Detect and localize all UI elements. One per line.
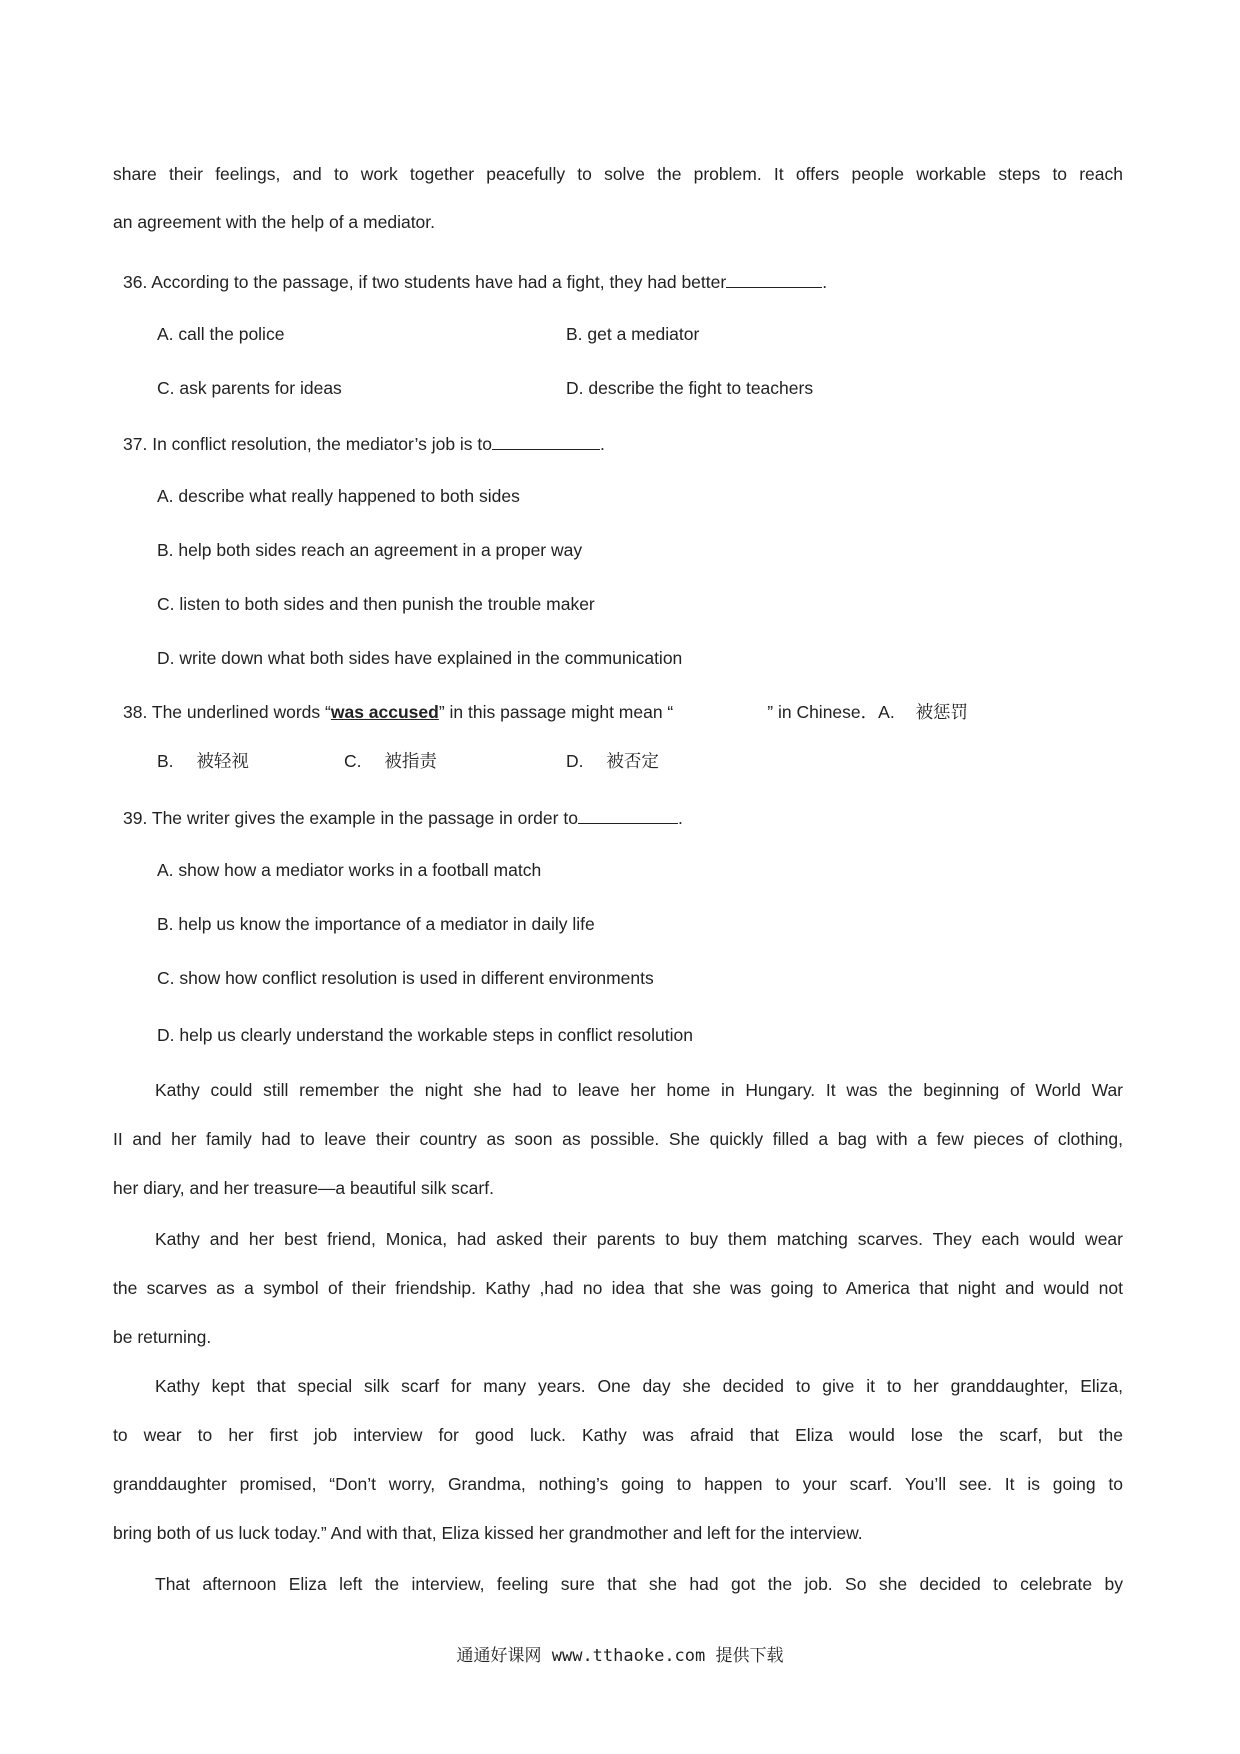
- story-line: That afternoon Eliza left the interview, feeling sure that she had got the job. So she decided to celebrate by: [155, 1574, 1123, 1594]
- question-stem: The writer gives the example in the passage in order to: [151, 808, 578, 828]
- story-line: II and her family had to leave their country as soon as possible. She quickly filled a bag with a few pieces of clothing,: [113, 1129, 1123, 1149]
- answer-blank: [492, 431, 600, 450]
- option-a: A. show how a mediator works in a football match: [157, 860, 542, 880]
- story-line: Kathy kept that special silk scarf for many years. One day she decided to give it to her granddaughter, Eliza,: [155, 1376, 1123, 1396]
- option-b: B. get a mediator: [566, 324, 700, 344]
- story-line: Kathy and her best friend, Monica, had asked their parents to buy them matching scarves. They each would wear: [155, 1229, 1123, 1249]
- question-stem: According to the passage, if two students have had a fight, they had better: [151, 272, 727, 292]
- option-c: C. listen to both sides and then punish the trouble maker: [157, 594, 595, 614]
- question-37: [123, 431, 605, 455]
- option-a: A. describe what really happened to both sides: [157, 486, 520, 506]
- passage-line: share their feelings, and to work together peacefully to solve the problem. It offers people workable steps to reach: [113, 164, 1123, 184]
- question-number: 39.: [123, 808, 148, 828]
- question-39: [123, 805, 683, 829]
- answer-blank: [726, 269, 822, 288]
- story-line: be returning.: [113, 1327, 212, 1347]
- story-line: to wear to her first job interview for good luck. Kathy was afraid that Eliza would lose the scarf, but the: [113, 1425, 1123, 1445]
- story-line: bring both of us luck today.” And with that, Eliza kissed her grandmother and left for the interview.: [113, 1523, 863, 1543]
- story-line: the scarves as a symbol of their friendship. Kathy ,had no idea that she was going to America that night and would not: [113, 1278, 1123, 1298]
- story-line: her diary, and her treasure—a beautiful silk scarf.: [113, 1178, 494, 1198]
- option-c: C. 被指责: [344, 751, 437, 771]
- question-stem-end: ” in Chinese．A.: [767, 702, 895, 722]
- page-footer: 通通好课网 www.tthaoke.com 提供下载: [456, 1646, 784, 1666]
- story-line: Kathy could still remember the night she had to leave her home in Hungary. It was the beginning of World War: [155, 1080, 1123, 1100]
- option-d: D. help us clearly understand the workable steps in conflict resolution: [157, 1025, 693, 1045]
- option-d: D. write down what both sides have explained in the communication: [157, 648, 683, 668]
- question-stem-end: .: [677, 808, 683, 828]
- option-b: B. help both sides reach an agreement in a proper way: [157, 540, 583, 560]
- option-b: B. 被轻视: [157, 751, 249, 771]
- question-stem: The underlined words “: [151, 702, 331, 722]
- option-b: B. help us know the importance of a mediator in daily life: [157, 914, 595, 934]
- question-stem-end: .: [600, 434, 605, 454]
- passage-line: an agreement with the help of a mediator.: [113, 212, 436, 232]
- question-stem: ” in this passage might mean “: [438, 702, 674, 722]
- question-stem: In conflict resolution, the mediator’s job is to: [152, 434, 493, 454]
- option-d: D. 被否定: [566, 751, 659, 771]
- underlined-words: was accused: [330, 702, 439, 722]
- question-stem-end: .: [822, 272, 828, 292]
- question-number: 37.: [123, 434, 148, 454]
- option-c: C. ask parents for ideas: [157, 378, 342, 398]
- story-line: granddaughter promised, “Don’t worry, Grandma, nothing’s going to happen to your scarf. You’ll see. It is going to: [113, 1474, 1123, 1494]
- question-number: 36.: [123, 272, 148, 292]
- question-number: 38.: [123, 702, 148, 722]
- option-a-text: 被惩罚: [915, 702, 969, 722]
- answer-blank: [578, 805, 678, 824]
- question-38: [123, 701, 968, 723]
- question-36: [123, 269, 827, 293]
- option-c: C. show how conflict resolution is used in different environments: [157, 968, 654, 988]
- option-d: D. describe the fight to teachers: [566, 378, 814, 398]
- option-a: A. call the police: [157, 324, 285, 344]
